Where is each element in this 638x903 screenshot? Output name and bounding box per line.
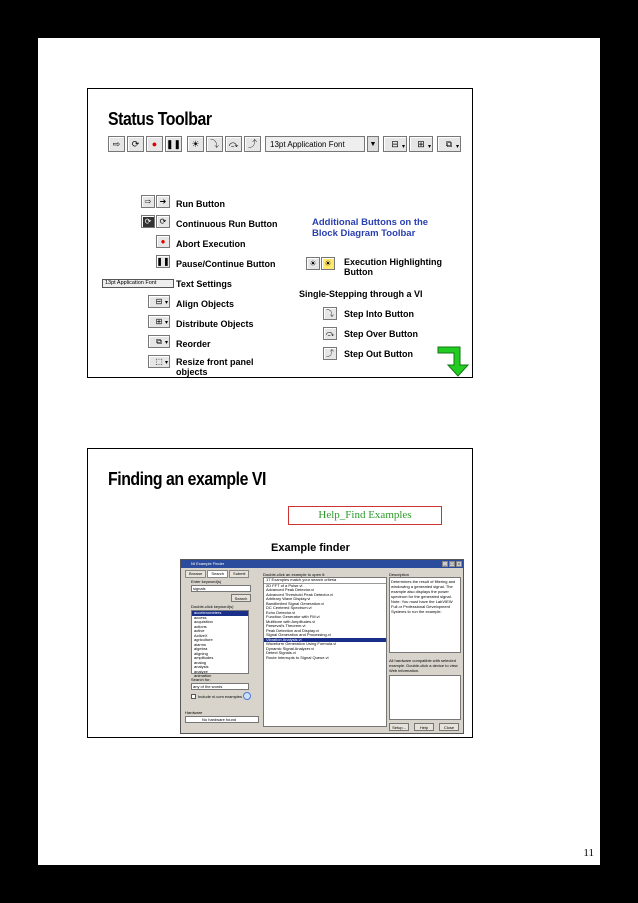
slide-title: Status Toolbar	[108, 109, 212, 129]
step-into-button-icon: ⤵	[323, 307, 337, 320]
results-list[interactable]	[263, 577, 387, 727]
continuous-run-label: Continuous Run Button	[176, 219, 278, 229]
result-item[interactable]: 17 Examples match your search criteria	[264, 578, 386, 584]
result-item[interactable]: Advanced Threshold Peak Detector.vi	[266, 591, 333, 597]
distribute-label: Distribute Objects	[176, 319, 254, 329]
step-out-icon	[323, 347, 337, 360]
resize-objects-icon	[148, 355, 170, 368]
results-label: Double-click an example to open it:	[263, 572, 326, 577]
run-icon[interactable]: ⇨	[108, 136, 125, 152]
result-item[interactable]: Peak Detection and Display.vi	[266, 627, 319, 633]
keyword-item[interactable]: alarms	[194, 641, 207, 647]
close-icon[interactable]: ×	[457, 561, 461, 566]
search-for-select[interactable]: any of the words	[191, 683, 249, 690]
reorder-button-icon: ⧉ ▾	[148, 335, 170, 348]
keyword-item[interactable]: algebra	[194, 646, 208, 651]
keyword-item[interactable]: actions	[194, 623, 207, 629]
result-item[interactable]: Arbitrary Wave Display.vi	[266, 596, 311, 601]
resize-label: Resize front panel objects	[176, 357, 254, 377]
description-label: Description	[389, 572, 410, 577]
chevron-down-icon[interactable]: ▼	[367, 136, 379, 152]
result-item[interactable]: Bandlimited Signal Generation.vi	[266, 600, 325, 606]
hardware-note: All hardware compatible with selected example. Double-click a device to view Web information.	[389, 658, 458, 673]
align-label: Align Objects	[176, 299, 235, 309]
result-item[interactable]: Signal Generation and Processing.vi	[266, 632, 331, 637]
keyword-item[interactable]: analysis	[194, 664, 209, 669]
tab-search[interactable]: Search	[207, 570, 228, 578]
result-item[interactable]: Waveform Generation Using Formula.vi	[266, 641, 337, 646]
step-over-icon	[323, 327, 337, 340]
align-objects-icon	[148, 295, 170, 308]
pause-icon	[156, 255, 170, 268]
help-button[interactable]: Help	[414, 723, 434, 731]
reorder-label: Reorder	[176, 339, 211, 349]
result-item[interactable]: Advanced Peak Detector.vi	[266, 587, 315, 592]
page-number: 11	[583, 847, 594, 859]
keyword-item[interactable]: analog	[194, 659, 207, 665]
window-title: NI Example Finder	[191, 561, 225, 566]
keyword-item[interactable]: animation	[194, 673, 212, 678]
hardware-list[interactable]	[389, 675, 461, 720]
bulb-on-icon: ☀	[321, 257, 335, 270]
continuous-run-icons	[141, 215, 170, 228]
resize-button-icon: ⬚ ▾	[148, 355, 170, 368]
keyword-item[interactable]: agriculture	[194, 637, 213, 642]
keyword-item[interactable]: ActiveX	[194, 632, 208, 638]
search-for-label: Search for:	[191, 677, 211, 682]
close-button[interactable]: Close	[439, 723, 459, 731]
pause-button-icon: ❚❚	[156, 255, 170, 268]
result-item[interactable]: Vibration Analysis.vi	[264, 638, 386, 643]
keywords-label: Double-click keyword(s)	[191, 604, 234, 609]
result-item[interactable]: 2D FFT of a Pulse.vi	[266, 582, 303, 588]
step-out-label: Step Out Button	[344, 349, 413, 359]
search-button[interactable]: Search	[231, 594, 251, 602]
text-settings-select: 13pt Application Font	[102, 279, 174, 288]
maximize-icon[interactable]: □	[450, 561, 454, 566]
font-select[interactable]: 13pt Application Font	[265, 136, 365, 152]
result-item[interactable]: DC Centered Spectrum.vi	[266, 605, 312, 610]
help-find-examples-link[interactable]: Help_Find Examples	[288, 506, 442, 525]
setup-button[interactable]: Setup...	[389, 723, 409, 731]
align-button-icon: ⊟ ▾	[148, 295, 170, 308]
run-active-icon: ➔	[156, 195, 170, 208]
distribute-objects-icon	[148, 315, 170, 328]
example-finder-caption: Example finder	[271, 542, 350, 554]
step-over-icon[interactable]: ⤼	[225, 136, 242, 152]
next-arrow-icon[interactable]	[436, 345, 472, 377]
step-over-button-icon: ⤼	[323, 327, 337, 340]
reorder-icon	[148, 335, 170, 348]
keyword-item[interactable]: accelerometers	[192, 611, 248, 616]
step-into-label: Step Into Button	[344, 309, 414, 319]
run-label: Run Button	[176, 199, 225, 209]
keyword-item[interactable]: active	[194, 628, 205, 633]
run-button-icons	[141, 195, 170, 208]
hardware-select[interactable]: No hardware found	[185, 716, 259, 723]
keyword-label: Enter keyword(s)	[191, 579, 222, 584]
abort-icon[interactable]: ●	[146, 136, 163, 152]
keyword-item[interactable]: analyze	[194, 668, 208, 674]
status-toolbar	[108, 135, 461, 153]
step-out-icon[interactable]: ⤴	[244, 136, 261, 152]
text-settings-label: Text Settings	[176, 279, 232, 289]
distribute-button-icon: ⊞ ▾	[148, 315, 170, 328]
highlight-icon[interactable]: ☀	[187, 136, 204, 152]
pause-label: Pause/Continue Button	[176, 259, 276, 269]
continuous-run-icon: ⟳	[141, 215, 155, 228]
keyword-item[interactable]: amplitudes	[194, 655, 214, 660]
continuous-run-icon[interactable]: ⟳	[127, 136, 144, 152]
include-label: Include ni.com examples	[198, 694, 243, 699]
minimize-icon[interactable]: _	[443, 561, 447, 566]
additional-buttons-heading: Additional Buttons on the Block Diagram Toolbar	[312, 217, 429, 239]
distribute-icon[interactable]: ⊞ ▾	[409, 136, 433, 152]
result-item[interactable]: Function Generator with FM.vi	[266, 614, 320, 619]
tab-strip	[185, 570, 249, 578]
keyword-input[interactable]: signals	[191, 585, 251, 592]
bulb-off-icon: ☀	[306, 257, 320, 270]
slide-status-toolbar	[87, 88, 473, 378]
single-step-heading: Single-Stepping through a VI	[299, 289, 423, 299]
execution-highlight-label: Execution Highlighting Button	[344, 257, 442, 277]
hardware-label: Hardware	[185, 710, 203, 715]
result-item[interactable]: Detect Signals.vi	[266, 650, 296, 655]
keyword-item[interactable]: acquisition	[194, 619, 213, 624]
include-checkbox[interactable]	[191, 694, 196, 699]
result-item[interactable]: Echo Detector.vi	[266, 609, 296, 615]
continuous-run-active-icon: ⟳	[156, 215, 170, 228]
abort-button-icon: ●	[156, 235, 170, 248]
run-icon: ⇨	[141, 195, 155, 208]
globe-icon	[243, 692, 251, 700]
pause-icon[interactable]: ❚❚	[165, 136, 182, 152]
abort-label: Abort Execution	[176, 239, 246, 249]
slide-title: Finding an example VI	[108, 469, 267, 489]
step-out-button-icon: ⤴	[323, 347, 337, 360]
result-item[interactable]: Dynamic Signal Analyzer.vi	[266, 645, 315, 651]
keywords-list[interactable]	[191, 610, 249, 678]
example-finder-window	[180, 559, 464, 734]
step-over-label: Step Over Button	[344, 329, 419, 339]
result-item[interactable]: Parseval's Theorem.vi	[266, 623, 306, 628]
window-titlebar	[181, 560, 463, 568]
tab-submit[interactable]: Submit	[229, 570, 249, 578]
step-into-icon	[323, 307, 337, 320]
reorder-icon[interactable]: ⧉ ▾	[437, 136, 461, 152]
keyword-item[interactable]: aligning	[194, 650, 208, 656]
align-icon[interactable]: ⊟ ▾	[383, 136, 407, 152]
result-item[interactable]: Route Interrupts to Signal Queue.vi	[266, 654, 329, 660]
tab-browse[interactable]: Browse	[185, 570, 206, 578]
description-box: Determines the result of filtering and windowing a generated signal. The example also displays the power spectrum for the generated signal. Note: You must have the LabVIEW Full or Professional Development Systems to run the example.	[389, 577, 461, 653]
keyword-item[interactable]: access	[194, 614, 207, 620]
execution-highlight-icons	[306, 257, 335, 270]
abort-icon	[156, 235, 170, 248]
step-into-icon[interactable]: ⤵	[206, 136, 223, 152]
result-item[interactable]: Multitone with Amplitudes.vi	[266, 618, 316, 624]
